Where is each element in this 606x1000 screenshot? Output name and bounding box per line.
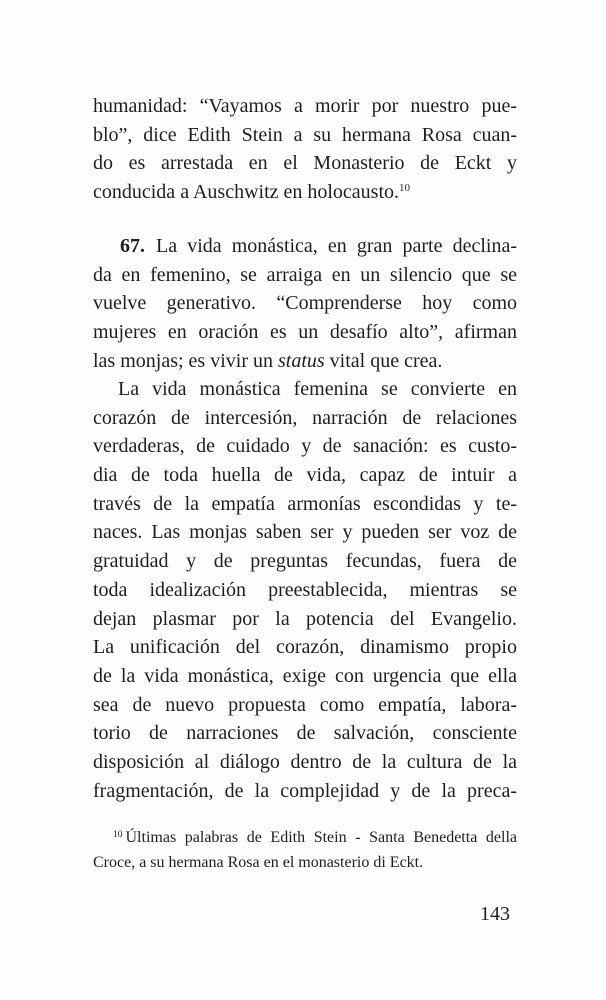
text-line bbox=[93, 605, 517, 634]
italic-term: status bbox=[277, 349, 325, 372]
text-line-content: disposición al diálogo dentro de la cultura de la bbox=[93, 750, 517, 773]
text-line bbox=[93, 777, 517, 806]
text-line bbox=[93, 633, 517, 662]
text-line bbox=[93, 719, 517, 748]
text-line bbox=[93, 547, 517, 576]
text-line-content: verdaderas, de cuidado y de sanación: es custo- bbox=[93, 435, 517, 458]
text-line bbox=[93, 375, 517, 404]
text-line bbox=[93, 461, 517, 490]
paragraph-3 bbox=[93, 375, 517, 805]
footnote bbox=[93, 825, 517, 875]
text-line bbox=[93, 149, 517, 178]
footnote-line bbox=[93, 825, 517, 850]
text-line bbox=[93, 261, 517, 290]
text-line bbox=[93, 232, 517, 261]
text-line bbox=[93, 748, 517, 777]
text-line-content: vuelve generativo. “Comprenderse hoy como bbox=[93, 292, 517, 315]
text-line bbox=[93, 404, 517, 433]
text-line-content: da en femenino, se arraiga en un silencio que se bbox=[93, 263, 517, 286]
text-line bbox=[93, 490, 517, 519]
text-line bbox=[93, 121, 517, 150]
text-line-content: corazón de intercesión, narración de relaciones bbox=[93, 406, 517, 429]
text-line-content: torio de narraciones de salvación, consciente bbox=[93, 722, 517, 745]
text-line-content: blo”, dice Edith Stein a su hermana Rosa cuan- bbox=[93, 123, 517, 146]
footnote-marker: 10 bbox=[113, 830, 123, 840]
paragraph-2 bbox=[93, 232, 517, 375]
text-line bbox=[93, 347, 517, 376]
footnote-text: Últimas palabras de Edith Stein - Santa Benedetta della bbox=[125, 829, 517, 846]
text-line-content: dia de toda huella de vida, capaz de intuir a bbox=[93, 464, 517, 487]
text-line-content: mujeres en oración es un desafío alto”, afirman bbox=[93, 321, 517, 344]
text-line-content: La unificación del corazón, dinamismo propio bbox=[93, 636, 517, 659]
text-line-content: las monjas; es vivir un bbox=[93, 349, 278, 372]
text-line bbox=[93, 662, 517, 691]
text-line-content: sea de nuevo propuesta como empatía, labora- bbox=[93, 693, 517, 716]
text-line bbox=[93, 289, 517, 318]
footnote-reference: 10 bbox=[399, 182, 411, 195]
text-line-content: naces. Las monjas saben ser y pueden ser voz de bbox=[93, 521, 517, 544]
text-line bbox=[93, 576, 517, 605]
text-line bbox=[93, 518, 517, 547]
text-line-content: La vida monástica femenina se convierte en bbox=[118, 378, 517, 400]
text-line bbox=[93, 432, 517, 461]
page-number: 143 bbox=[480, 903, 510, 925]
text-line-content: do es arrestada en el Monasterio de Eckt y bbox=[93, 152, 517, 175]
text-line-content: fragmentación, de la complejidad y de la preca- bbox=[93, 779, 517, 802]
text-line-content: toda idealización preestablecida, mientras se bbox=[93, 578, 517, 601]
text-line-content: dejan plasmar por la potencia del Evangelio. bbox=[93, 607, 517, 630]
text-line-content: de la vida monástica, exige con urgencia que ella bbox=[93, 664, 517, 687]
text-line bbox=[93, 691, 517, 720]
text-line-content: La vida monástica, en gran parte declina- bbox=[156, 235, 517, 257]
text-line bbox=[93, 318, 517, 347]
text-line-content: gratuidad y de preguntas fecundas, fuera de bbox=[93, 550, 517, 573]
footnote-text: Croce, a su hermana Rosa en el monasterio di Eckt. bbox=[93, 854, 424, 871]
text-line-content: través de la empatía armonías escondidas y te- bbox=[93, 492, 517, 515]
text-line-content: vital que crea. bbox=[324, 349, 443, 372]
section-number: 67. bbox=[120, 235, 145, 257]
footnote-line bbox=[93, 850, 517, 875]
text-line-content: conducida a Auschwitz en holocausto. bbox=[93, 181, 400, 204]
paragraph-1 bbox=[93, 92, 517, 207]
text-line bbox=[93, 178, 517, 207]
text-line bbox=[93, 92, 517, 121]
text-line-content: humanidad: “Vayamos a morir por nuestro pue- bbox=[93, 95, 517, 117]
